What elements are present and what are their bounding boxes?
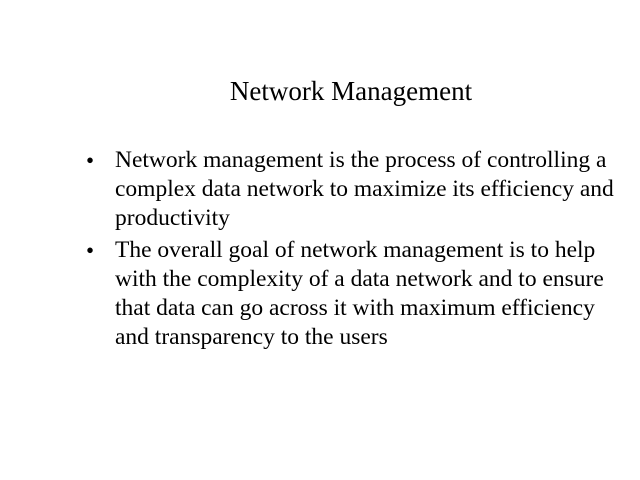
slide-title: Network Management <box>229 76 473 106</box>
bullet-list <box>86 146 626 355</box>
bullet-icon: • <box>86 238 95 263</box>
bullet-item <box>86 146 626 233</box>
bullet-icon: • <box>86 148 95 173</box>
bullet-text: The overall goal of network management is to help with the complexity of a data network and to ensure that data can go across it with maximum efficiency and transparency to the users <box>115 237 604 350</box>
bullet-text: Network management is the process of controlling a complex data network to maximize its efficiency and productivity <box>115 147 614 231</box>
bullet-item <box>86 236 626 352</box>
